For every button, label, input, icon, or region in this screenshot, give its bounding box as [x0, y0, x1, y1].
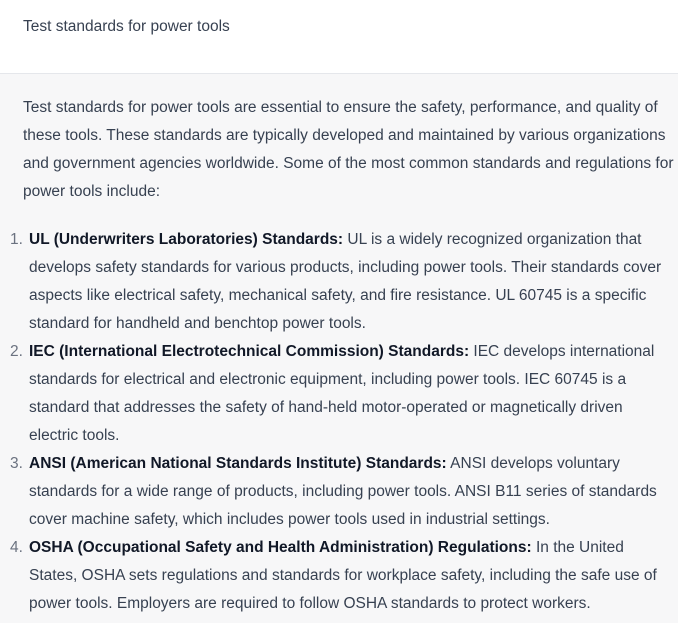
list-item-title: ANSI (American National Standards Institute) Standards:: [29, 455, 447, 472]
standards-list: [10, 226, 678, 618]
list-item-number: 1.: [10, 231, 23, 248]
list-item-body: In the United States, OSHA sets regulations and standards for workplace safety, including the safe use of power tools. Employers are required to follow OSHA standards to protect workers.: [29, 539, 657, 612]
list-item: [10, 534, 675, 618]
list-item-body: ANSI develops voluntary standards for a wide range of products, including power tools. ANSI B11 series of standards cover machine safety, which includes power tools used in industrial settings.: [29, 455, 657, 528]
list-item-number: 3.: [10, 455, 23, 472]
list-item-title: OSHA (Occupational Safety and Health Administration) Regulations:: [29, 539, 532, 556]
assistant-intro-paragraph: Test standards for power tools are essential to ensure the safety, performance, and quality of these tools. These standards are typically developed and maintained by various organizations and government agencies worldwide. Some of the most common standards and regulations for power tools include:: [23, 99, 674, 200]
list-item: [10, 226, 675, 338]
list-item-number: 4.: [10, 539, 23, 556]
list-item-body: UL is a widely recognized organization that develops safety standards for various products, including power tools. Their standards cover aspects like electrical safety, mechanical safety, and fire resistance. UL 60745 is a specific standard for handheld and benchtop power tools.: [29, 231, 662, 332]
list-item: [10, 338, 675, 450]
assistant-message-row: [0, 74, 678, 623]
list-item-body: IEC develops international standards for electrical and electronic equipment, including power tools. IEC 60745 is a standard that addresses the safety of hand-held motor-operated or magnetically driven electric tools.: [29, 343, 655, 444]
list-item-title: IEC (International Electrotechnical Commission) Standards:: [29, 343, 470, 360]
list-item: [10, 450, 675, 534]
list-item-number: 2.: [10, 343, 23, 360]
list-item-title: UL (Underwriters Laboratories) Standards:: [29, 231, 344, 248]
user-message-row: [0, 0, 678, 74]
user-message-text: Test standards for power tools: [23, 18, 230, 35]
